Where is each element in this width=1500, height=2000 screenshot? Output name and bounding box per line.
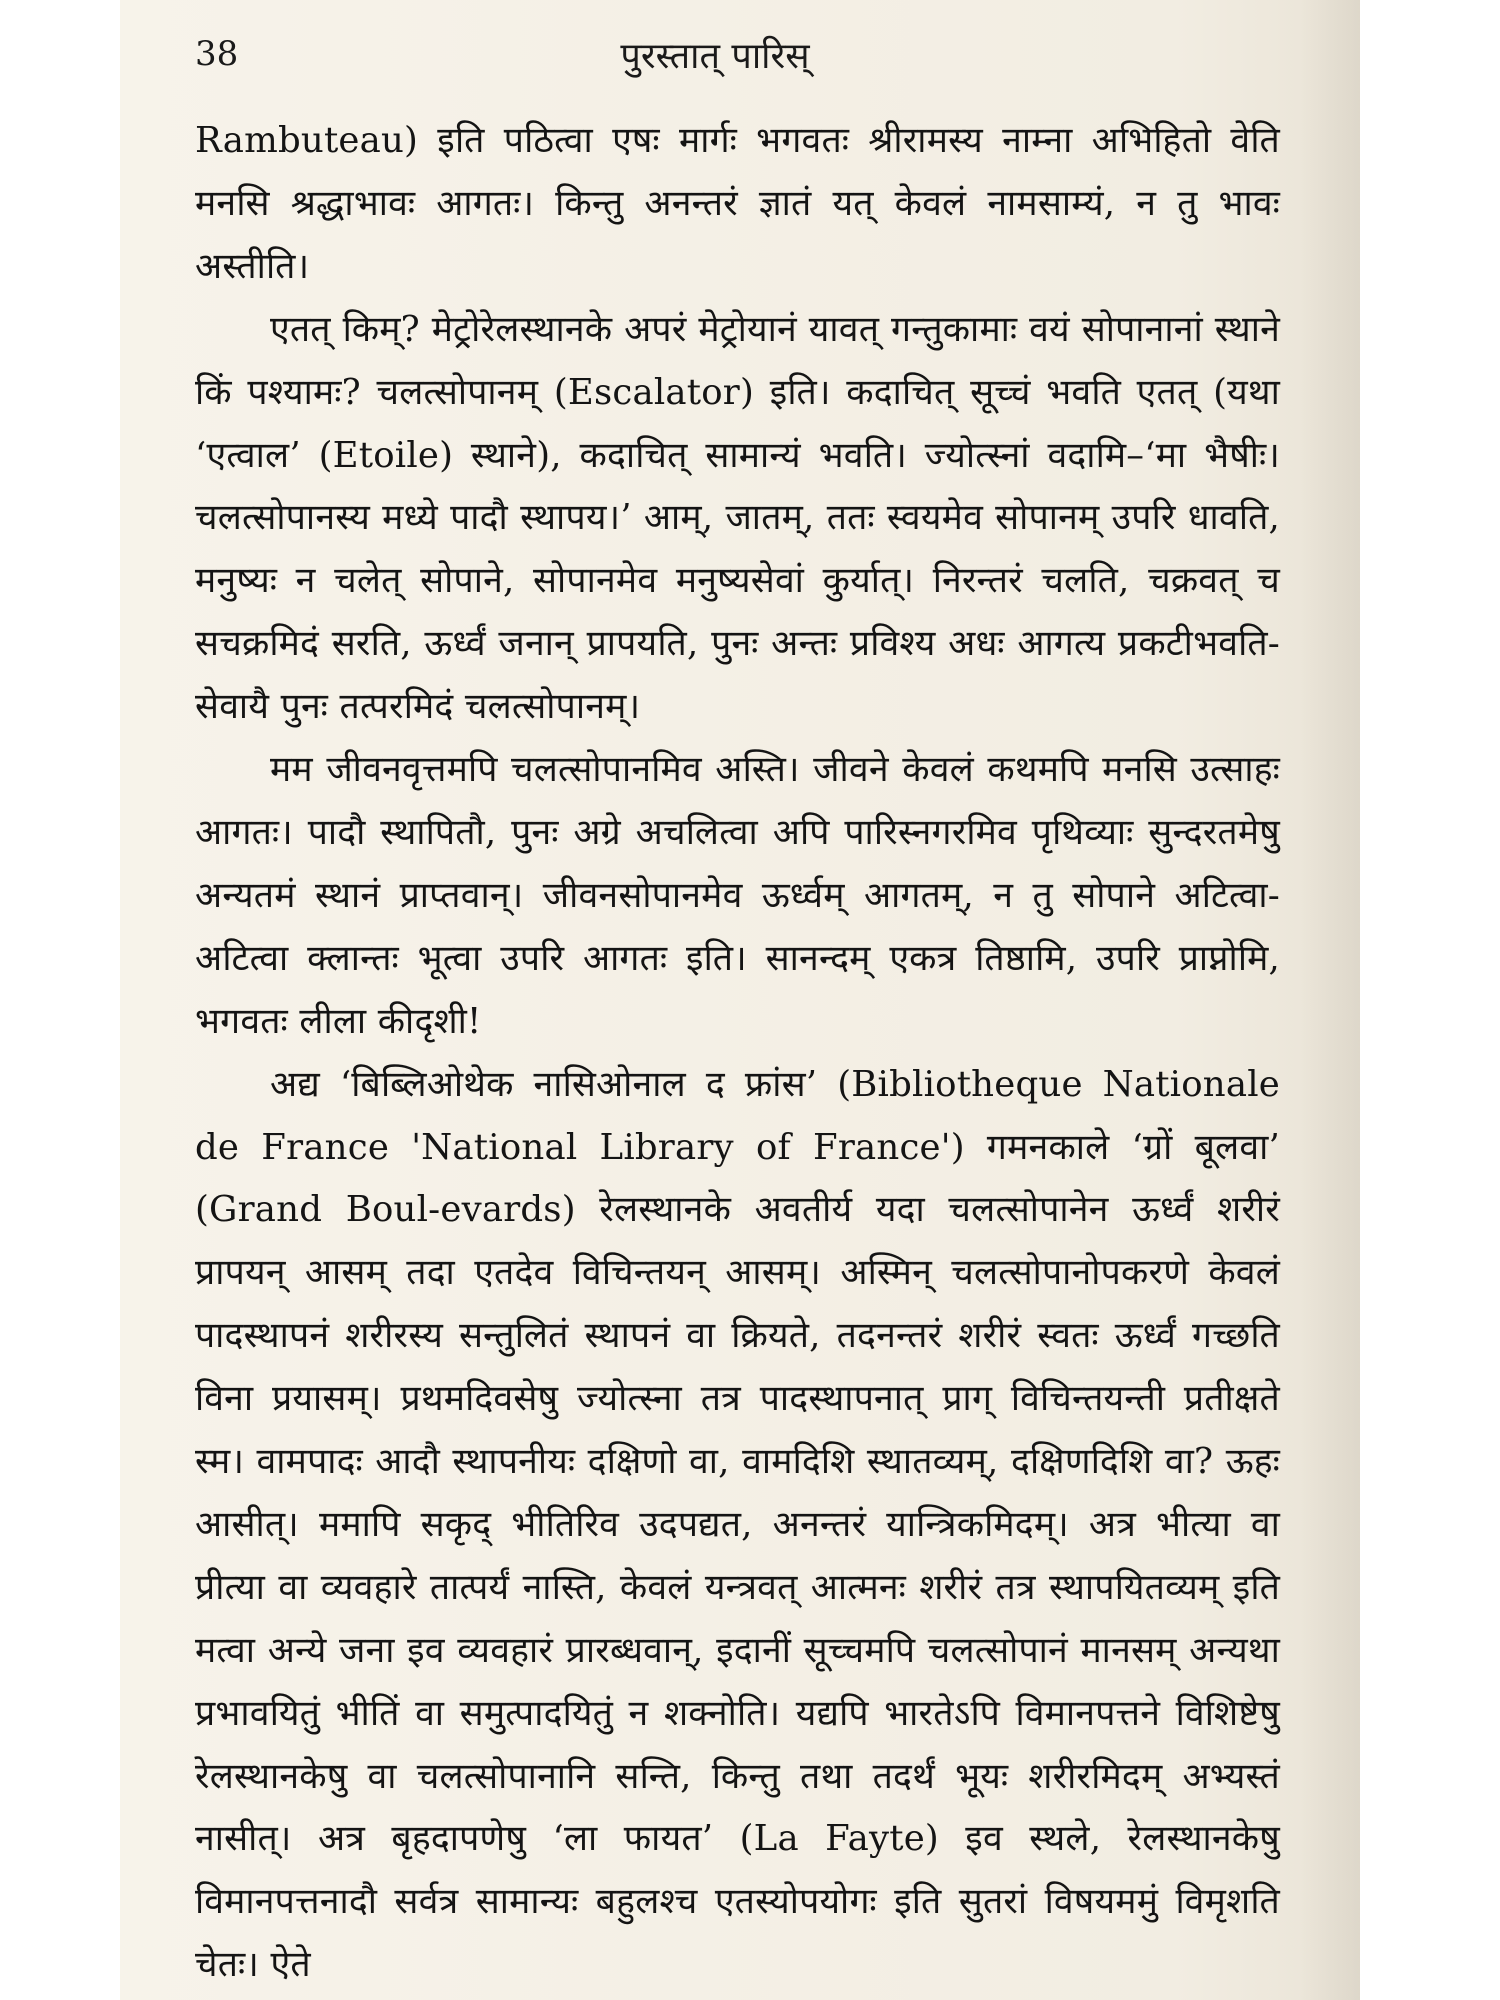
book-page: [120, 0, 1360, 2000]
body-text: [195, 110, 1280, 1997]
running-title: पुरस्तात् पारिस्: [620, 36, 810, 77]
paragraph-library: अद्य ‘बिब्लिओथेक नासिओनाल द फ्रांस’ (Bibliotheque Nationale de France 'National Library of France') गमनकाले ‘ग्रों बूलवा’ (Grand Boul-evards) रेलस्थानके अवतीर्य यदा चलत्सोपानेन ऊर्ध्वं शरीरं प्रापयन् आसम् तदा एतदेव विचिन्तयन् आसम्। अस्मिन् चलत्सोपानोपकरणे केवलं पादस्थापनं शरीरस्य सन्तुलितं स्थापनं वा क्रियते, तदनन्तरं शरीरं स्वतः ऊर्ध्वं गच्छति विना प्रयासम्। प्रथमदिवसेषु ज्योत्स्ना तत्र पादस्थापनात् प्राग् विचिन्तयन्ती प्रतीक्षते स्म। वामपादः आदौ स्थापनीयः दक्षिणो वा, वामदिशि स्थातव्यम्, दक्षिणदिशि वा? ऊहः आसीत्। ममापि सकृद् भीतिरिव उदपद्यत, अनन्तरं यान्त्रिकमिदम्। अत्र भीत्या वा प्रीत्या वा व्यवहारे तात्पर्यं नास्ति, केवलं यन्त्रवत् आत्मनः शरीरं तत्र स्थापयितव्यम् इति मत्वा अन्ये जना इव व्यवहारं प्रारब्धवान्, इदानीं सूच्चमपि चलत्सोपानं मानसम् अन्यथा प्रभावयितुं भीतिं वा समुत्पादयितुं न शक्नोति। यद्यपि भारतेऽपि विमानपत्तने विशिष्टेषु रेलस्थानकेषु वा चलत्सोपानानि सन्ति, किन्तु तथा तदर्थं भूयः शरीरमिदम् अभ्यस्तं नासीत्। अत्र बृहदापणेषु ‘ला फायत’ (La Fayte) इव स्थले, रेलस्थानकेषु विमानपत्तनादौ सर्वत्र सामान्यः बहुलश्च एतस्योपयोगः इति सुतरां विषयममुं विमृशति चेतः। ऐते: [195, 1063, 1280, 1986]
page-header: [195, 26, 1235, 86]
paragraph-life: मम जीवनवृत्तमपि चलत्सोपानमिव अस्ति। जीवने केवलं कथमपि मनसि उत्साहः आगतः। पादौ स्थापितौ, पुनः अग्रे अचलित्वा अपि पारिस्नगरमिव पृथिव्याः सुन्दरतमेषु अन्यतमं स्थानं प्राप्तवान्। जीवनसोपानमेव ऊर्ध्वम् आगतम्, न तु सोपाने अटित्वा-अटित्वा क्लान्तः भूत्वा उपरि आगतः इति। सानन्दम् एकत्र तिष्ठामि, उपरि प्राप्नोमि, भगवतः लीला कीदृशी!: [195, 749, 1280, 1042]
paragraph-continued: Rambuteau) इति पठित्वा एषः मार्गः भगवतः श्रीरामस्य नाम्ना अभिहितो वेति मनसि श्रद्धाभावः आगतः। किन्तु अनन्तरं ज्ञातं यत् केवलं नामसाम्यं, न तु भावः अस्तीति।: [195, 120, 1280, 287]
page-edge-shadow: [1300, 0, 1360, 2000]
paragraph-escalator: एतत् किम्? मेट्रोरेलस्थानके अपरं मेट्रोयानं यावत् गन्तुकामाः वयं सोपानानां स्थाने किं पश्यामः? चलत्सोपानम् (Escalator) इति। कदाचित् सूच्चं भवति एतत् (यथा ‘एत्वाल’ (Etoile) स्थाने), कदाचित् सामान्यं भवति। ज्योत्स्नां वदामि–‘मा भैषीः। चलत्सोपानस्य मध्ये पादौ स्थापय।’ आम्, जातम्, ततः स्वयमेव सोपानम् उपरि धावति, मनुष्यः न चलेत् सोपाने, सोपानमेव मनुष्यसेवां कुर्यात्। निरन्तरं चलति, चक्रवत् च सचक्रमिदं सरति, ऊर्ध्वं जनान् प्रापयति, पुनः अन्तः प्रविश्य अधः आगत्य प्रकटीभवति- सेवायै पुनः तत्परमिदं चलत्सोपानम्।: [195, 308, 1280, 728]
page-number: 38: [195, 34, 239, 74]
